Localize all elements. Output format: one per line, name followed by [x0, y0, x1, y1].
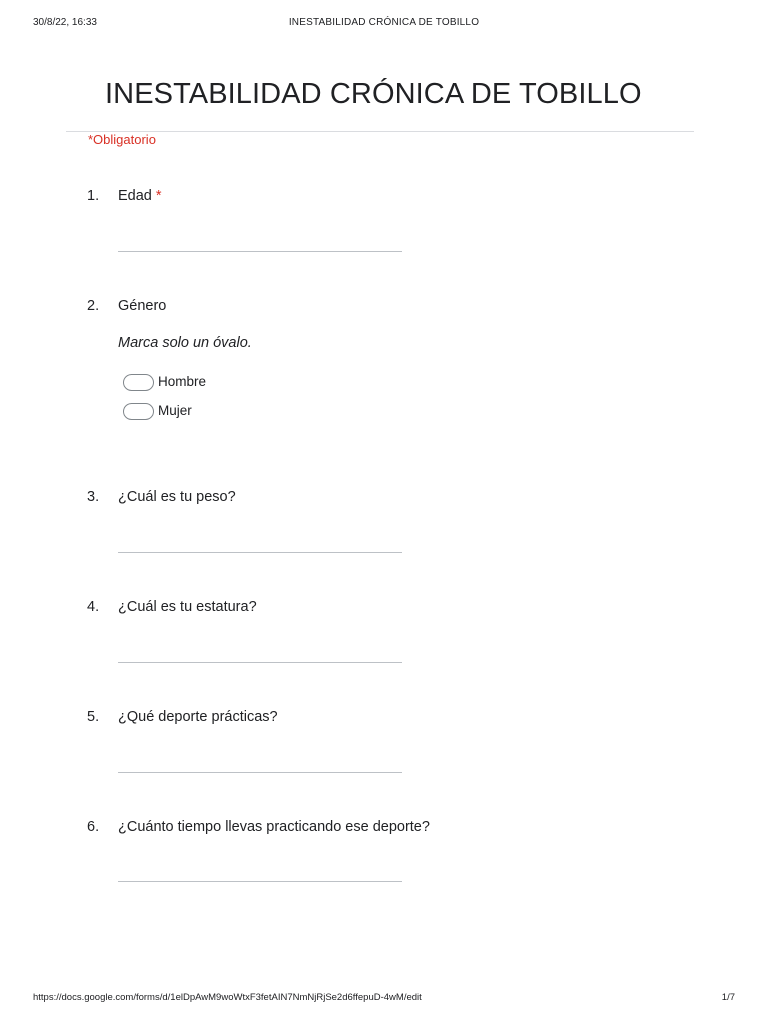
question-text: ¿Cuál es tu estatura? — [118, 599, 257, 615]
question-text: Género — [118, 298, 167, 314]
radio-oval[interactable] — [123, 403, 154, 420]
short-answer-line[interactable] — [118, 772, 402, 773]
required-note: *Obligatorio — [88, 132, 156, 147]
question-helper-text: Marca solo un óvalo. — [118, 335, 252, 351]
question-number: 4. — [87, 599, 100, 615]
form-title: INESTABILIDAD CRÓNICA DE TOBILLO — [105, 78, 642, 110]
question-number: 2. — [87, 298, 100, 314]
short-answer-line[interactable] — [118, 881, 402, 882]
page-number: 1/7 — [721, 992, 735, 1003]
title-divider — [66, 131, 694, 132]
option-hombre[interactable] — [123, 373, 323, 391]
question-text — [118, 188, 162, 204]
short-answer-line[interactable] — [118, 251, 402, 252]
question-label: Edad — [118, 188, 152, 204]
short-answer-line[interactable] — [118, 552, 402, 553]
print-document-title: INESTABILIDAD CRÓNICA DE TOBILLO — [288, 17, 480, 28]
print-header — [0, 17, 768, 31]
question-text: ¿Cuál es tu peso? — [118, 489, 236, 505]
question-text: ¿Cuánto tiempo llevas practicando ese deporte? — [118, 819, 430, 835]
required-asterisk: * — [155, 188, 162, 204]
question-number: 1. — [87, 188, 100, 204]
question-number: 3. — [87, 489, 100, 505]
short-answer-line[interactable] — [118, 662, 402, 663]
radio-oval[interactable] — [123, 374, 154, 391]
print-url: https://docs.google.com/forms/d/1elDpAwM9woWtxF3fetAIN7NmNjRjSe2d6ffepuD-4wM/edit — [33, 992, 422, 1003]
option-mujer[interactable] — [123, 402, 323, 420]
option-label: Mujer — [158, 403, 192, 418]
question-text: ¿Qué deporte prácticas? — [118, 709, 278, 725]
print-datetime: 30/8/22, 16:33 — [33, 17, 97, 28]
option-label: Hombre — [158, 374, 207, 389]
question-number: 5. — [87, 709, 100, 725]
print-footer — [0, 992, 768, 1006]
question-number: 6. — [87, 819, 100, 835]
